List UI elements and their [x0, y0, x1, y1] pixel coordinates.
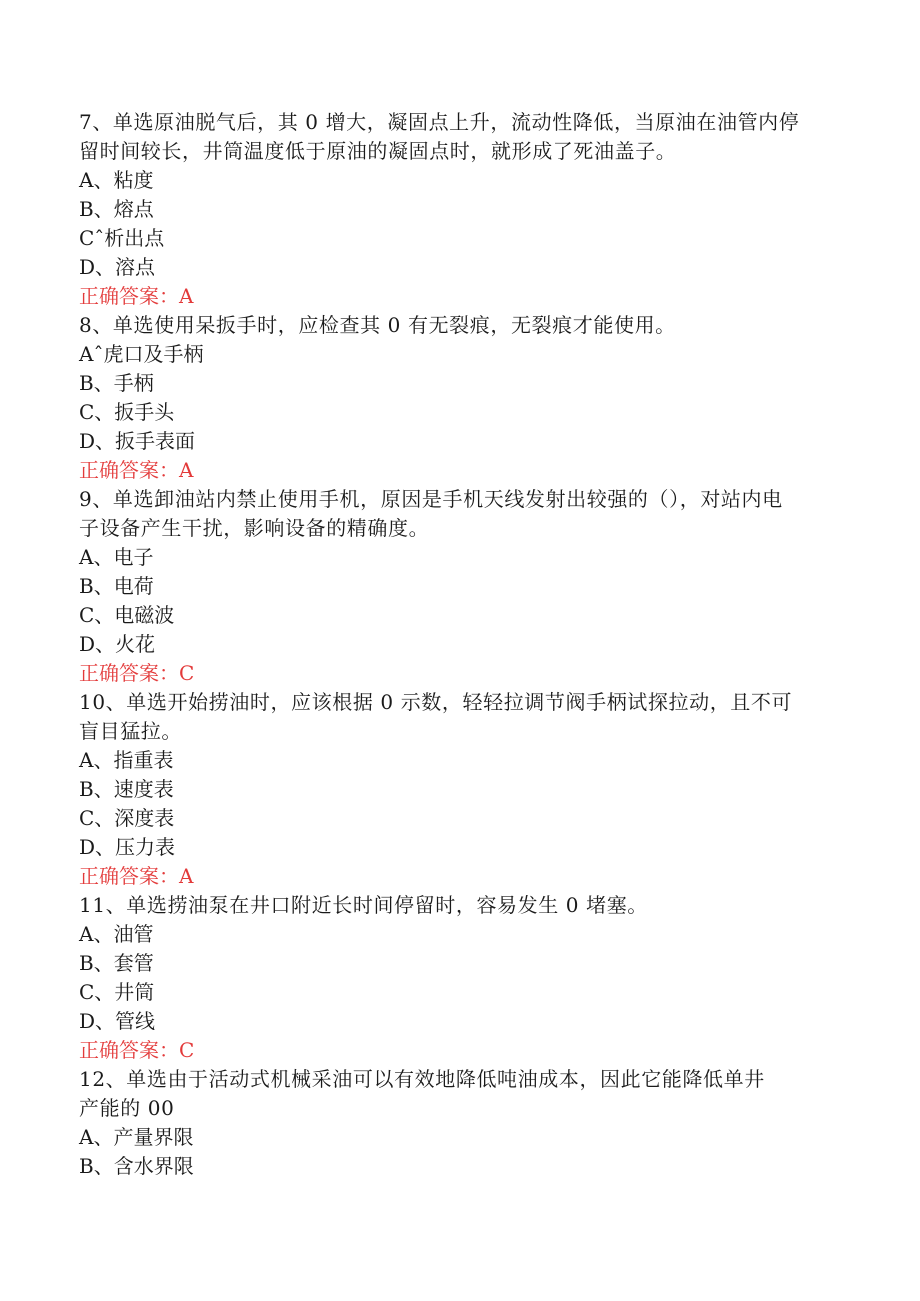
option-d: D、扳手表面	[79, 429, 196, 453]
question-8	[79, 311, 839, 485]
option-a: A、产量界限	[79, 1125, 194, 1149]
question-10	[79, 688, 839, 891]
question-stem-line: 11、单选捞油泵在井口附近长时间停留时，容易发生 0 堵塞。	[79, 893, 648, 917]
question-stem-line: 7、单选原油脱气后，其 0 增大，凝固点上升，流动性降低，当原油在油管内停	[79, 110, 800, 134]
question-stem-line: 10、单选开始捞油时，应该根据 0 示数，轻轻拉调节阀手柄试探拉动，且不可	[79, 690, 793, 714]
option-b: B、电荷	[79, 574, 154, 598]
option-c: C、井筒	[79, 980, 155, 1004]
question-9	[79, 485, 839, 688]
option-b: B、熔点	[79, 197, 154, 221]
question-11	[79, 891, 839, 1065]
question-stem-line: 盲目猛拉。	[79, 719, 182, 743]
option-c: C、深度表	[79, 806, 175, 830]
option-b: B、手柄	[79, 371, 154, 395]
option-a: A、指重表	[79, 748, 174, 772]
option-c: C、电磁波	[79, 603, 175, 627]
correct-answer: 正确答案：A	[79, 458, 194, 482]
question-stem-line: 12、单选由于活动式机械采油可以有效地降低吨油成本，因此它能降低单井	[79, 1067, 765, 1091]
option-b: B、速度表	[79, 777, 174, 801]
correct-answer: 正确答案：A	[79, 284, 194, 308]
correct-answer: 正确答案：C	[79, 1038, 195, 1062]
question-stem-line: 子设备产生干扰，影响设备的精确度。	[79, 516, 430, 540]
option-d: D、压力表	[79, 835, 176, 859]
option-d: D、管线	[79, 1009, 156, 1033]
correct-answer: 正确答案：C	[79, 661, 195, 685]
question-stem-line: 9、单选卸油站内禁止使用手机，原因是手机天线发射出较强的（），对站内电	[79, 487, 783, 511]
option-c: Cˆ析出点	[79, 226, 165, 250]
question-12	[79, 1065, 839, 1181]
question-stem-line: 留时间较长，井筒温度低于原油的凝固点时，就形成了死油盖子。	[79, 139, 677, 163]
option-a: Aˆ虎口及手柄	[79, 342, 204, 366]
question-list	[79, 108, 839, 1181]
correct-answer: 正确答案：A	[79, 864, 194, 888]
option-a: A、油管	[79, 922, 154, 946]
option-b: B、套管	[79, 951, 154, 975]
option-d: D、溶点	[79, 255, 156, 279]
option-a: A、电子	[79, 545, 154, 569]
question-stem-line: 产能的 00	[79, 1096, 175, 1120]
option-d: D、火花	[79, 632, 156, 656]
option-a: A、粘度	[79, 168, 154, 192]
question-stem-line: 8、单选使用呆扳手时，应检查其 0 有无裂痕，无裂痕才能使用。	[79, 313, 676, 337]
option-b: B、含水界限	[79, 1154, 194, 1178]
option-c: C、扳手头	[79, 400, 175, 424]
question-7	[79, 108, 839, 311]
